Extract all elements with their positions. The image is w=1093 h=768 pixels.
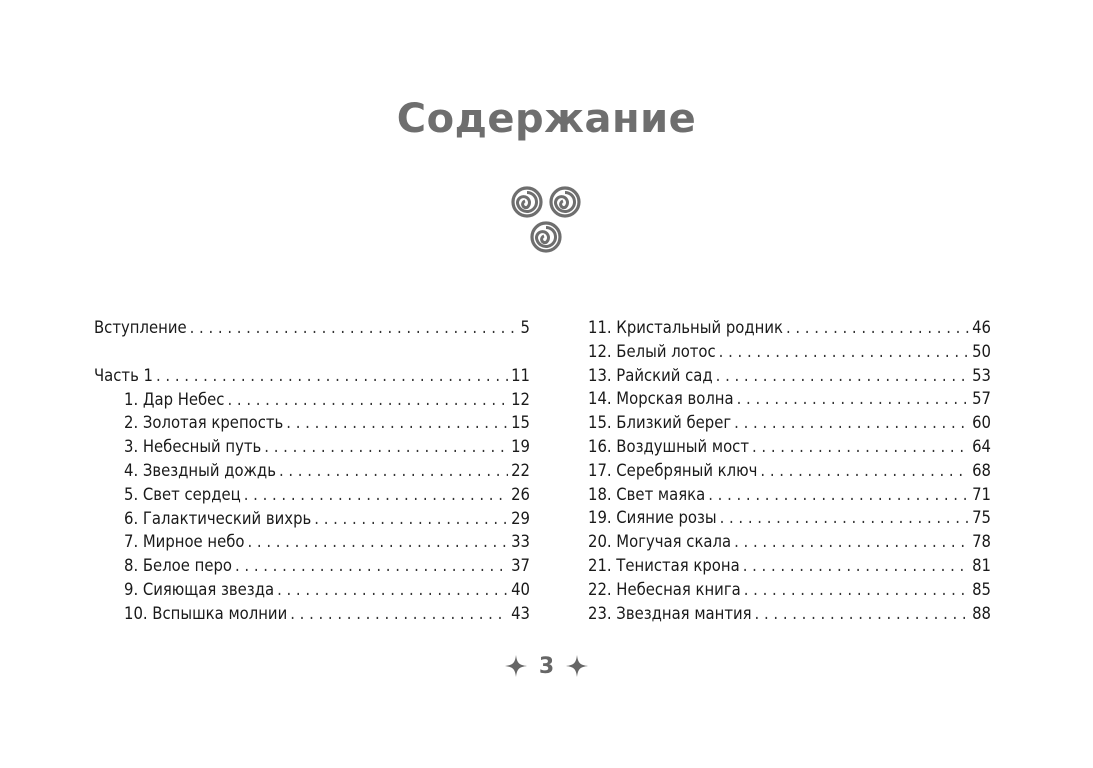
toc-leader-dots — [743, 554, 969, 578]
toc-leader-dots — [235, 554, 508, 578]
toc-leader-dots — [719, 340, 969, 364]
toc-entry — [94, 578, 530, 602]
toc-entry — [94, 411, 530, 435]
toc-entry — [94, 316, 530, 340]
toc-entry-page: 12 — [511, 389, 530, 409]
page-footer — [0, 650, 1093, 682]
toc-entry — [94, 483, 530, 507]
toc-entry-page: 37 — [511, 556, 530, 576]
toc-leader-dots — [286, 411, 508, 435]
toc-leader-dots — [737, 387, 969, 411]
toc-entry-label: 22. Небесная книга — [588, 579, 741, 599]
toc-leader-dots — [734, 530, 969, 554]
toc-entry-page: 5 — [520, 318, 530, 337]
toc-entry-label: 6. Галактический вихрь — [124, 508, 312, 528]
toc-entry — [588, 602, 991, 626]
toc-leader-dots — [227, 388, 508, 412]
toc-entry-label: 11. Кристальный родник — [588, 318, 783, 337]
toc-leader-dots — [734, 411, 969, 435]
toc-leader-dots — [314, 507, 508, 531]
toc-entry-label: 3. Небесный путь — [124, 437, 262, 457]
toc-entry-page: 78 — [972, 532, 991, 552]
toc-leader-dots — [244, 483, 508, 507]
toc-entry-label: 12. Белый лотос — [588, 341, 716, 361]
triple-spiral-icon — [508, 182, 584, 258]
toc-entry-page: 57 — [972, 389, 991, 409]
toc-entry-page: 71 — [972, 484, 991, 504]
toc-entry-page: 15 — [511, 413, 530, 433]
toc-entry — [588, 340, 991, 364]
toc-leader-dots — [744, 578, 969, 602]
toc-entry-label: 8. Белое перо — [124, 556, 232, 576]
toc-leader-dots — [720, 506, 970, 530]
toc-entry-label: 5. Свет сердец — [124, 484, 241, 504]
four-point-star-icon — [505, 655, 527, 677]
toc-entry — [94, 530, 530, 554]
toc-entry-label: Вступление — [94, 318, 187, 337]
toc-entry-page: 88 — [972, 603, 991, 623]
toc-entry-label: 1. Дар Небес — [124, 389, 225, 409]
toc-leader-dots — [156, 364, 508, 388]
toc-entry-label: 19. Сияние розы — [588, 508, 717, 528]
toc-entry-page: 29 — [511, 508, 530, 528]
toc-entry-page: 33 — [511, 532, 530, 552]
toc-entry — [94, 459, 530, 483]
toc-leader-dots — [716, 364, 969, 388]
toc-leader-dots — [752, 435, 969, 459]
toc-entry-page: 85 — [972, 579, 991, 599]
toc-entry-label: 16. Воздушный мост — [588, 436, 749, 456]
toc-left-column — [94, 316, 530, 626]
toc-entry-page: 81 — [972, 555, 991, 575]
toc-entry-page: 75 — [972, 508, 991, 528]
page-number: 3 — [538, 653, 555, 679]
toc-entry-page: 11 — [511, 365, 530, 385]
toc-entry — [588, 506, 991, 530]
toc-entry-label: 14. Морская волна — [588, 389, 734, 409]
toc-entry — [588, 578, 991, 602]
toc-entry-page: 40 — [511, 579, 530, 599]
toc-leader-dots — [277, 578, 508, 602]
toc-entry — [94, 364, 530, 388]
toc-entry-label: 21. Тенистая крона — [588, 555, 740, 575]
toc-entry-page: 50 — [972, 341, 991, 361]
toc-entry-label: 7. Мирное небо — [124, 532, 245, 552]
toc-entry — [588, 554, 991, 578]
toc-entry-label: Часть 1 — [94, 365, 153, 385]
toc-entry-page: 22 — [511, 460, 530, 480]
toc-leader-dots — [786, 316, 969, 340]
toc-entry-label: 9. Сияющая звезда — [124, 579, 275, 599]
toc-entry — [588, 387, 991, 411]
four-point-star-icon — [566, 655, 588, 677]
toc-entry — [588, 459, 991, 483]
toc-entry-label: 23. Звездная мантия — [588, 603, 752, 623]
toc-entry-page: 19 — [511, 437, 530, 457]
toc-entry — [94, 435, 530, 459]
toc-leader-dots — [247, 530, 508, 554]
toc-entry-label: 18. Свет маяка — [588, 484, 706, 504]
toc-entry — [94, 507, 530, 531]
toc-entry — [588, 435, 991, 459]
toc-entry-label: 13. Райский сад — [588, 365, 713, 385]
toc-entry — [588, 364, 991, 388]
page-title: Содержание — [396, 96, 697, 142]
toc-entry-page: 68 — [972, 460, 991, 480]
toc-leader-dots — [190, 316, 518, 340]
toc-leader-dots — [279, 459, 508, 483]
toc-entry — [94, 388, 530, 412]
toc-entry — [588, 483, 991, 507]
toc-entry-label: 20. Могучая скала — [588, 532, 732, 552]
toc-entry — [588, 411, 991, 435]
toc-entry-label: 17. Серебряный ключ — [588, 460, 758, 480]
toc-entry-page: 43 — [511, 603, 530, 623]
toc-entry-page: 60 — [972, 413, 991, 433]
toc-entry — [94, 554, 530, 578]
toc-entry — [588, 530, 991, 554]
toc-entry-page: 26 — [511, 484, 530, 504]
toc-leader-dots — [264, 435, 508, 459]
toc-entry — [94, 602, 530, 626]
toc-leader-dots — [760, 459, 969, 483]
toc-right-column — [588, 316, 991, 625]
toc-entry-label: 4. Звездный дождь — [124, 460, 276, 480]
toc-entry-page: 64 — [972, 436, 991, 456]
toc-leader-dots — [755, 602, 970, 626]
toc-entry-page: 46 — [972, 318, 991, 337]
toc-entry-page: 53 — [972, 365, 991, 385]
toc-entry-label: 10. Вспышка молнии — [124, 603, 288, 623]
toc-leader-dots — [290, 602, 508, 626]
toc-entry-label: 2. Золотая крепость — [124, 413, 284, 433]
toc-leader-dots — [708, 483, 969, 507]
toc-entry-label: 15. Близкий берег — [588, 413, 732, 433]
toc-entry — [588, 316, 991, 340]
